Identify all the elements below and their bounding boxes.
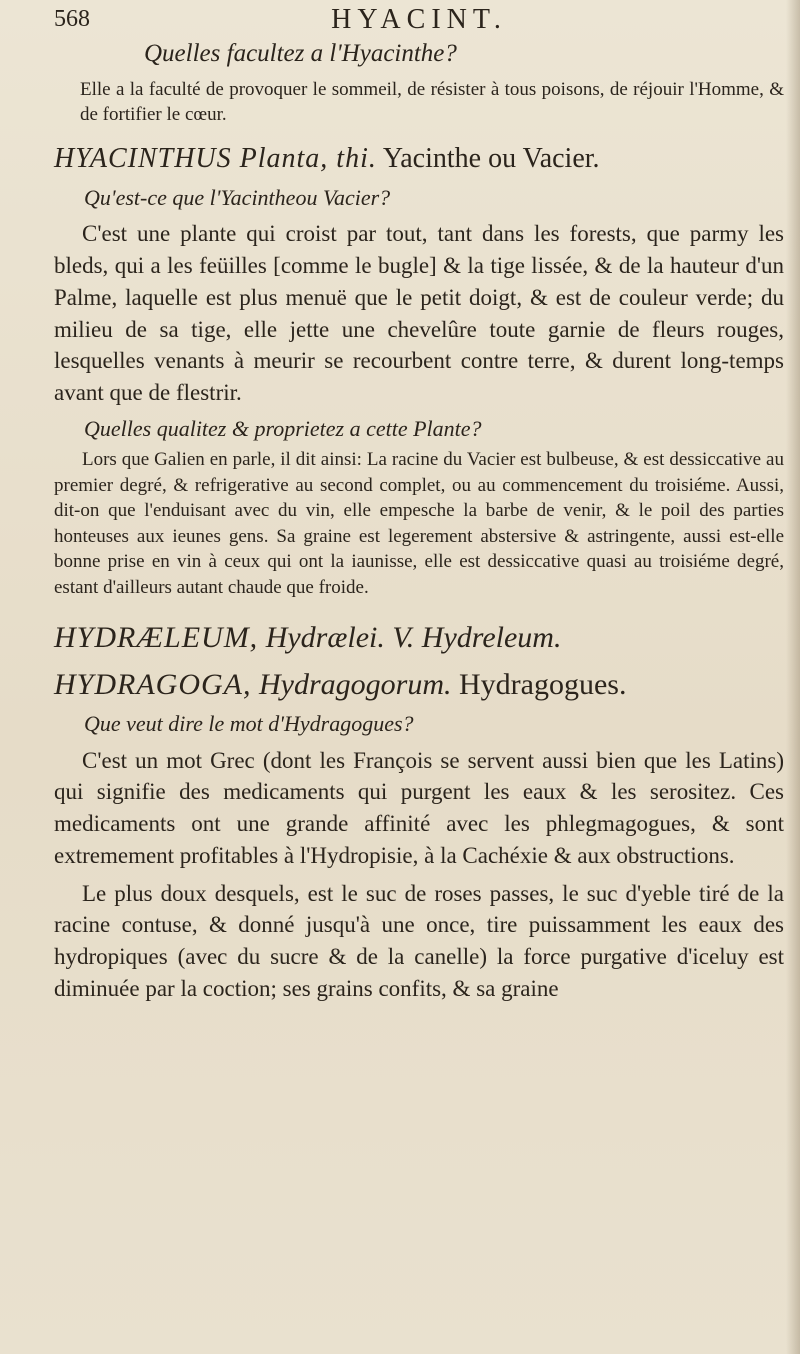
question-heading: Quelles qualitez & proprietez a cette Plante? bbox=[84, 415, 482, 441]
entry-headword bbox=[54, 618, 784, 657]
headword-latin: HYDRÆLEUM, bbox=[54, 621, 259, 655]
question-heading: Qu'est-ce que l'Yacintheou Vacier? bbox=[84, 184, 391, 210]
headword-latin: HYDRAGOGA, bbox=[54, 668, 252, 702]
headword-italic: Hydrælei. bbox=[265, 621, 385, 655]
question-heading: Quelles facultez a l'Hyacinthe? bbox=[144, 40, 457, 67]
headword-french: V. Hydreleum. bbox=[392, 621, 562, 655]
page-edge-shadow bbox=[786, 0, 800, 1354]
answer-paragraph: Le plus doux desquels, est le suc de roses passes, le suc d'yeble tiré de la racine contuse, & donné jusqu'à une once, tire puissamment les eaux des hydropiques (avec du sucre & de la canelle) la force purgative d'iceluy est diminuée par la coction; ses grains confits, & sa graine bbox=[54, 880, 784, 1001]
answer-paragraph: C'est un mot Grec (dont les François se servent aussi bien que les Latins) qui signifie des medicaments qui purgent les eaux & les serositez. Ces medicaments ont une grande affinité avec les phlegmagogues, & sont extremement profitables à l'Hydropisie, à la Cachéxie & aux obstructions. bbox=[54, 747, 784, 868]
question-heading: Que veut dire le mot d'Hydragogues? bbox=[84, 711, 414, 737]
answer-paragraph: C'est une plante qui croist par tout, tant dans les forests, que parmy les bleds, qui a les feüilles [comme le bugle] & la tige lissée, & de la hauteur d'un Palme, laquelle est plus menuë que le petit doigt, & est de couleur verde; du milieu de sa tige, elle jette une chevelûre toute garnie de fleurs rouges, lesquelles venants à meurir se recourbent contre terre, & durent long-temps avant que de flestrir. bbox=[54, 221, 784, 406]
answer-paragraph: Lors que Galien en parle, il dit ainsi: La racine du Vacier est bulbeuse, & est dessiccative au premier degré, & refrigerative au second complet, ou au commencement du troisiéme. Aussi, dit-on que l'enduisant avec du vin, elle empesche la barbe de venir, & le poil des parties honteuses aux ieunes gens. Sa graine est legerement abstersive & astringente, aussi est-elle bonne prise en vin à ceux qui ont la iaunisse, elle est dessiccative quasi au troisiéme degré, estant d'ailleurs autant chaude que froide. bbox=[54, 449, 784, 598]
page-content bbox=[54, 4, 784, 1005]
page-number: 568 bbox=[54, 6, 90, 32]
page-header bbox=[54, 4, 784, 38]
headword-italic: Hydragogorum. bbox=[259, 668, 452, 702]
entry-headword bbox=[54, 665, 784, 704]
headword-french: Yacinthe ou Vacier. bbox=[382, 143, 600, 175]
headword-french: Hydragogues. bbox=[459, 668, 627, 702]
running-title: HYACINT. bbox=[331, 4, 507, 35]
answer-paragraph: Elle a la faculté de provoquer le sommeil, de résister à tous poisons, de réjouir l'Homme, & de fortifier le cœur. bbox=[80, 78, 784, 125]
entry-headword bbox=[54, 141, 784, 177]
headword-latin: HYACINTHUS Planta, thi. bbox=[54, 143, 377, 175]
